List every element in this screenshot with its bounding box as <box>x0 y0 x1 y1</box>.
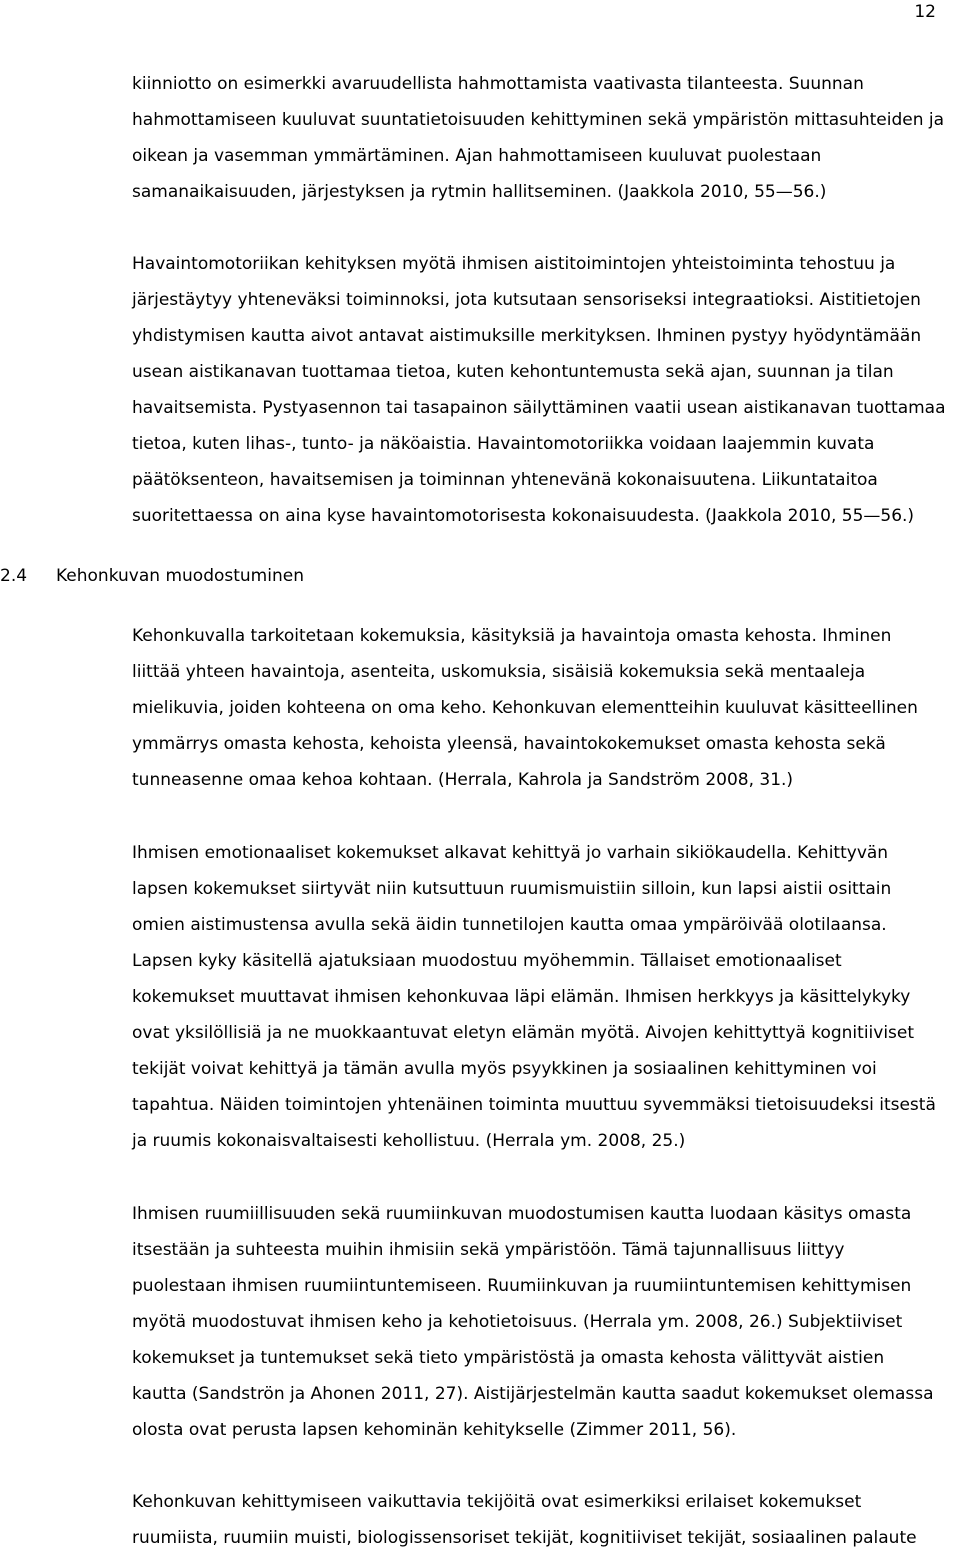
text-line: kokemukset ja tuntemukset sekä tieto ympäristöstä ja omasta kehosta välittyvät aistien <box>132 1348 885 1368</box>
page-number: 12 <box>914 2 936 22</box>
text-line: olosta ovat perusta lapsen kehominän kehitykselle (Zimmer 2011, 56). <box>132 1420 737 1440</box>
text-line: tekijät voivat kehittyä ja tämän avulla myös psyykkinen ja sosiaalinen kehittyminen voi <box>132 1059 877 1079</box>
text-line: mielikuvia, joiden kohteena on oma keho. Kehonkuvan elementteihin kuuluvat käsitteellinen <box>132 698 918 718</box>
text-line: usean aistikanavan tuottamaa tietoa, kuten kehontuntemusta sekä ajan, suunnan ja tilan <box>132 362 894 382</box>
text-line: myötä muodostuvat ihmisen keho ja kehotietoisuus. (Herrala ym. 2008, 26.) Subjektiiviset <box>132 1312 903 1332</box>
text-line: ovat yksilöllisiä ja ne muokkaantuvat eletyn elämän myötä. Aivojen kehittyttyä kognitiiviset <box>132 1023 915 1043</box>
section-title: Kehonkuvan muodostuminen <box>56 566 304 586</box>
text-line: havaitsemista. Pystyasennon tai tasapainon säilyttäminen vaatii usean aistikanavan tuottamaa <box>132 398 946 418</box>
text-line: Ihmisen emotionaaliset kokemukset alkavat kehittyä jo varhain sikiökaudella. Kehittyvän <box>132 843 889 863</box>
text-line: Havaintomotoriikan kehityksen myötä ihmisen aistitoimintojen yhteistoiminta tehostuu ja <box>132 254 896 274</box>
section-number: 2.4 <box>0 566 28 586</box>
text-line: lapsen kokemukset siirtyvät niin kutsuttuun ruumismuistiin silloin, kun lapsi aistii osittain <box>132 879 892 899</box>
text-line: tapahtua. Näiden toimintojen yhtenäinen toiminta muuttuu syvemmäksi tietoisuudeksi itsestä <box>132 1095 936 1115</box>
text-line: ruumiista, ruumiin muisti, biologissensoriset tekijät, kognitiiviset tekijät, sosiaalinen palaute <box>132 1528 917 1548</box>
text-line: puolestaan ihmisen ruumiintuntemiseen. Ruumiinkuvan ja ruumiintuntemisen kehittymisen <box>132 1276 912 1296</box>
text-line: hahmottamiseen kuuluvat suuntatietoisuuden kehittyminen sekä ympäristön mittasuhteiden ja <box>132 110 945 130</box>
text-line: kiinniotto on esimerkki avaruudellista hahmottamista vaativasta tilanteesta. Suunnan <box>132 74 864 94</box>
text-line: järjestäytyy yhteneväksi toiminnoksi, jota kutsutaan sensoriseksi integraatioksi. Aistitietojen <box>132 290 921 310</box>
text-line: Ihmisen ruumiillisuuden sekä ruumiinkuvan muodostumisen kautta luodaan käsitys omasta <box>132 1204 912 1224</box>
text-line: Lapsen kyky käsitellä ajatuksiaan muodostuu myöhemmin. Tällaiset emotionaaliset <box>132 951 842 971</box>
section-heading <box>0 565 304 587</box>
text-line: tietoa, kuten lihas-, tunto- ja näköaistia. Havaintomotoriikka voidaan laajemmin kuvata <box>132 434 875 454</box>
text-line: liittää yhteen havaintoja, asenteita, uskomuksia, sisäisiä kokemuksia sekä mentaaleja <box>132 662 866 682</box>
text-line: Kehonkuvalla tarkoitetaan kokemuksia, käsityksiä ja havaintoja omasta kehosta. Ihminen <box>132 626 892 646</box>
text-line: samanaikaisuuden, järjestyksen ja rytmin hallitseminen. (Jaakkola 2010, 55—56.) <box>132 182 827 202</box>
text-line: suoritettaessa on aina kyse havaintomotorisesta kokonaisuudesta. (Jaakkola 2010, 55—56.) <box>132 506 915 526</box>
text-line: ymmärrys omasta kehosta, kehoista yleensä, havaintokokemukset omasta kehosta sekä <box>132 734 886 754</box>
text-line: itsestään ja suhteesta muihin ihmisiin sekä ympäristöön. Tämä tajunnallisuus liittyy <box>132 1240 845 1260</box>
text-line: yhdistymisen kautta aivot antavat aistimuksille merkityksen. Ihminen pystyy hyödyntämään <box>132 326 922 346</box>
text-line: tunneasenne omaa kehoa kohtaan. (Herrala, Kahrola ja Sandström 2008, 31.) <box>132 770 794 790</box>
text-line: kokemukset muuttavat ihmisen kehonkuvaa läpi elämän. Ihmisen herkkyys ja käsittelykyky <box>132 987 911 1007</box>
text-line: ja ruumis kokonaisvaltaisesti kehollistuu. (Herrala ym. 2008, 25.) <box>132 1131 686 1151</box>
text-line: kautta (Sandströn ja Ahonen 2011, 27). Aistijärjestelmän kautta saadut kokemukset olemassa <box>132 1384 934 1404</box>
text-line: Kehonkuvan kehittymiseen vaikuttavia tekijöitä ovat esimerkiksi erilaiset kokemukset <box>132 1492 862 1512</box>
text-line: päätöksenteon, havaitsemisen ja toiminnan yhtenevänä kokonaisuutena. Liikuntataitoa <box>132 470 878 490</box>
text-line: omien aistimustensa avulla sekä äidin tunnetilojen kautta omaa ympäröivää olotilaansa. <box>132 915 887 935</box>
text-line: oikean ja vasemman ymmärtäminen. Ajan hahmottamiseen kuuluvat puolestaan <box>132 146 822 166</box>
